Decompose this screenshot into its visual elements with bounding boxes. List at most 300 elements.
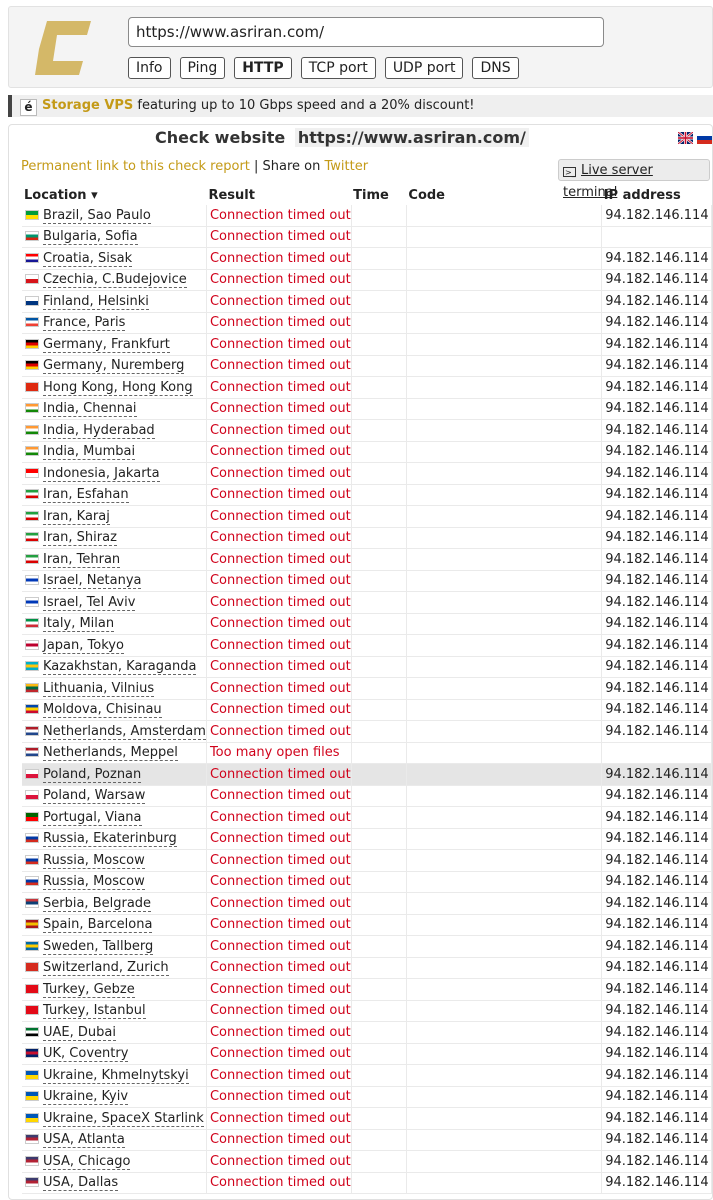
country-flag-icon	[25, 683, 39, 693]
ru-flag-icon[interactable]	[697, 132, 712, 144]
result-cell: Connection timed out	[206, 291, 351, 313]
table-row	[22, 1022, 712, 1044]
results-table	[22, 185, 712, 1194]
time-cell	[351, 850, 406, 872]
location-name[interactable]: Moldova, Chisinau	[43, 702, 162, 718]
location-cell	[22, 914, 206, 936]
table-row	[22, 205, 712, 226]
location-name[interactable]: Israel, Tel Aviv	[43, 594, 136, 610]
country-flag-icon	[25, 704, 39, 714]
location-name[interactable]: Italy, Milan	[43, 616, 115, 632]
ip-cell: 94.182.146.114	[602, 699, 712, 721]
country-flag-icon	[25, 489, 39, 499]
twitter-link[interactable]: Twitter	[324, 159, 369, 174]
location-name[interactable]: Portugal, Viana	[43, 809, 142, 825]
country-flag-icon	[25, 618, 39, 628]
country-flag-icon	[25, 339, 39, 349]
result-cell: Connection timed out	[206, 828, 351, 850]
table-row	[22, 785, 712, 807]
country-flag-icon	[25, 425, 39, 435]
table-row	[22, 893, 712, 915]
location-name[interactable]: Turkey, Istanbul	[43, 1003, 146, 1019]
ip-cell: 94.182.146.114	[602, 463, 712, 485]
location-name[interactable]: Netherlands, Meppel	[43, 745, 178, 761]
location-name[interactable]: Spain, Barcelona	[43, 917, 153, 933]
location-name[interactable]: Israel, Netanya	[43, 573, 142, 589]
country-flag-icon	[25, 1177, 39, 1187]
ip-cell: 94.182.146.114	[602, 1129, 712, 1151]
location-name[interactable]: UK, Coventry	[43, 1046, 129, 1062]
table-row	[22, 742, 712, 764]
location-name[interactable]: France, Paris	[43, 315, 126, 331]
location-name[interactable]: UAE, Dubai	[43, 1024, 116, 1040]
location-name[interactable]: India, Hyderabad	[43, 422, 155, 438]
code-cell	[406, 377, 601, 399]
country-flag-icon	[25, 1156, 39, 1166]
location-cell	[22, 226, 206, 248]
location-name[interactable]: Iran, Tehran	[43, 551, 121, 567]
ip-cell: 94.182.146.114	[602, 635, 712, 657]
country-flag-icon	[25, 640, 39, 650]
location-name[interactable]: Serbia, Belgrade	[43, 895, 152, 911]
location-name[interactable]: Bulgaria, Sofia	[43, 229, 138, 245]
table-header-row	[22, 185, 712, 205]
check-report-panel	[8, 124, 713, 1200]
ip-cell: 94.182.146.114	[602, 613, 712, 635]
location-name[interactable]: Germany, Nuremberg	[43, 358, 185, 374]
location-cell	[22, 506, 206, 528]
code-cell	[406, 764, 601, 786]
location-cell	[22, 613, 206, 635]
country-flag-icon	[25, 253, 39, 263]
location-name[interactable]: USA, Atlanta	[43, 1132, 125, 1148]
result-cell: Connection timed out	[206, 398, 351, 420]
location-cell	[22, 678, 206, 700]
country-flag-icon	[25, 1048, 39, 1058]
location-name[interactable]: Iran, Esfahan	[43, 487, 129, 503]
table-row	[22, 527, 712, 549]
location-cell	[22, 1129, 206, 1151]
table-row	[22, 936, 712, 958]
location-cell	[22, 1172, 206, 1194]
country-flag-icon	[25, 575, 39, 585]
location-name[interactable]: Switzerland, Zurich	[43, 960, 169, 976]
result-cell: Connection timed out	[206, 807, 351, 829]
time-cell	[351, 979, 406, 1001]
country-flag-icon	[25, 726, 39, 736]
ip-cell: 94.182.146.114	[602, 914, 712, 936]
ip-cell: 94.182.146.114	[602, 355, 712, 377]
result-cell: Connection timed out	[206, 592, 351, 614]
location-name[interactable]: Russia, Moscow	[43, 852, 145, 868]
result-cell: Connection timed out	[206, 871, 351, 893]
location-name[interactable]: Lithuania, Vilnius	[43, 680, 155, 696]
location-cell	[22, 979, 206, 1001]
code-cell	[406, 463, 601, 485]
time-cell	[351, 1043, 406, 1065]
location-name[interactable]: India, Mumbai	[43, 444, 136, 460]
time-cell	[351, 441, 406, 463]
ip-cell: 94.182.146.114	[602, 1065, 712, 1087]
location-cell	[22, 936, 206, 958]
country-flag-icon	[25, 962, 39, 972]
location-cell	[22, 312, 206, 334]
time-cell	[351, 592, 406, 614]
location-name[interactable]: Brazil, Sao Paulo	[43, 207, 151, 223]
ip-cell: 94.182.146.114	[602, 420, 712, 442]
result-cell: Connection timed out	[206, 484, 351, 506]
check-type-tabs	[128, 57, 519, 79]
location-name[interactable]: Kazakhstan, Karaganda	[43, 659, 197, 675]
result-cell: Connection timed out	[206, 936, 351, 958]
result-cell: Connection timed out	[206, 1022, 351, 1044]
header-location[interactable]: Location ▾	[24, 187, 98, 203]
code-cell	[406, 979, 601, 1001]
code-cell	[406, 1065, 601, 1087]
table-row	[22, 871, 712, 893]
code-cell	[406, 828, 601, 850]
country-flag-icon	[25, 296, 39, 306]
table-row	[22, 1129, 712, 1151]
time-cell	[351, 1151, 406, 1173]
location-cell	[22, 1065, 206, 1087]
table-row	[22, 828, 712, 850]
location-cell	[22, 334, 206, 356]
ip-cell: 94.182.146.114	[602, 785, 712, 807]
code-cell	[406, 807, 601, 829]
country-flag-icon	[25, 231, 39, 241]
table-row	[22, 269, 712, 291]
country-flag-icon	[25, 210, 39, 220]
code-cell	[406, 484, 601, 506]
ip-cell: 94.182.146.114	[602, 871, 712, 893]
time-cell	[351, 377, 406, 399]
ip-cell: 94.182.146.114	[602, 205, 712, 226]
location-cell	[22, 1000, 206, 1022]
time-cell	[351, 484, 406, 506]
table-row	[22, 678, 712, 700]
result-cell: Connection timed out	[206, 699, 351, 721]
result-cell: Connection timed out	[206, 1086, 351, 1108]
location-cell	[22, 807, 206, 829]
location-cell	[22, 463, 206, 485]
time-cell	[351, 764, 406, 786]
code-cell	[406, 871, 601, 893]
ip-cell: 94.182.146.114	[602, 828, 712, 850]
ip-cell: 94.182.146.114	[602, 1022, 712, 1044]
table-row	[22, 1172, 712, 1194]
ip-cell: 94.182.146.114	[602, 1151, 712, 1173]
terminal-label: Live server terminal	[563, 163, 653, 200]
location-name[interactable]: India, Chennai	[43, 401, 137, 417]
location-cell	[22, 441, 206, 463]
code-cell	[406, 441, 601, 463]
location-name[interactable]: USA, Dallas	[43, 1175, 119, 1191]
location-cell	[22, 549, 206, 571]
location-name[interactable]: Russia, Moscow	[43, 874, 145, 890]
time-cell	[351, 613, 406, 635]
location-cell	[22, 1022, 206, 1044]
result-cell: Connection timed out	[206, 506, 351, 528]
time-cell	[351, 570, 406, 592]
table-row	[22, 291, 712, 313]
result-cell: Connection timed out	[206, 635, 351, 657]
table-row	[22, 377, 712, 399]
time-cell	[351, 742, 406, 764]
time-cell	[351, 1086, 406, 1108]
country-flag-icon	[25, 1091, 39, 1101]
ip-cell: 94.182.146.114	[602, 570, 712, 592]
location-cell	[22, 699, 206, 721]
table-row	[22, 549, 712, 571]
result-cell: Connection timed out	[206, 1129, 351, 1151]
code-cell	[406, 914, 601, 936]
ip-cell: 94.182.146.114	[602, 398, 712, 420]
time-cell	[351, 312, 406, 334]
location-name[interactable]: Ukraine, SpaceX Starlink	[43, 1110, 204, 1126]
code-cell	[406, 613, 601, 635]
ip-cell: 94.182.146.114	[602, 269, 712, 291]
table-row	[22, 1000, 712, 1022]
country-flag-icon	[25, 747, 39, 757]
location-name[interactable]: Sweden, Tallberg	[43, 938, 154, 954]
country-flag-icon	[25, 446, 39, 456]
country-flag-icon	[25, 898, 39, 908]
promo-highlight[interactable]: Storage VPS	[42, 98, 134, 113]
location-name[interactable]: Czechia, C.Budejovice	[43, 272, 187, 288]
header-ip: IP address	[603, 187, 681, 203]
result-cell: Connection timed out	[206, 957, 351, 979]
code-cell	[406, 334, 601, 356]
result-cell: Connection timed out	[206, 377, 351, 399]
code-cell	[406, 1151, 601, 1173]
table-row	[22, 312, 712, 334]
country-flag-icon	[25, 1005, 39, 1015]
result-cell: Connection timed out	[206, 549, 351, 571]
location-name[interactable]: Iran, Karaj	[43, 508, 110, 524]
ip-cell: 94.182.146.114	[602, 1172, 712, 1194]
code-cell	[406, 678, 601, 700]
time-cell	[351, 527, 406, 549]
country-flag-icon	[25, 1134, 39, 1144]
header-time: Time	[353, 187, 389, 203]
table-row	[22, 635, 712, 657]
result-cell: Connection timed out	[206, 1065, 351, 1087]
location-name[interactable]: Turkey, Gebze	[43, 981, 135, 997]
country-flag-icon	[25, 812, 39, 822]
location-name[interactable]: Poland, Warsaw	[43, 788, 146, 804]
ip-cell: 94.182.146.114	[602, 1086, 712, 1108]
location-cell	[22, 850, 206, 872]
time-cell	[351, 957, 406, 979]
table-row	[22, 1151, 712, 1173]
time-cell	[351, 721, 406, 743]
location-name[interactable]: Finland, Helsinki	[43, 293, 149, 309]
table-row	[22, 656, 712, 678]
location-name[interactable]: Russia, Ekaterinburg	[43, 831, 177, 847]
permanent-link[interactable]: Permanent link to this check report	[21, 159, 250, 174]
time-cell	[351, 334, 406, 356]
tab-http[interactable]: HTTP	[234, 57, 291, 79]
location-name[interactable]: Croatia, Sisak	[43, 250, 133, 266]
time-cell	[351, 893, 406, 915]
time-cell	[351, 549, 406, 571]
location-name[interactable]: USA, Chicago	[43, 1153, 131, 1169]
table-row	[22, 248, 712, 270]
code-cell	[406, 248, 601, 270]
location-cell	[22, 355, 206, 377]
time-cell	[351, 1000, 406, 1022]
terminal-icon: >_	[565, 168, 576, 177]
table-row	[22, 355, 712, 377]
location-cell	[22, 484, 206, 506]
code-cell	[406, 1000, 601, 1022]
result-cell: Connection timed out	[206, 721, 351, 743]
time-cell	[351, 1022, 406, 1044]
location-name[interactable]: Germany, Frankfurt	[43, 336, 170, 352]
site-header	[8, 6, 713, 88]
location-name[interactable]: Japan, Tokyo	[43, 637, 124, 653]
language-switcher	[678, 132, 712, 144]
result-cell: Connection timed out	[206, 893, 351, 915]
ip-cell: 94.182.146.114	[602, 312, 712, 334]
header-code: Code	[408, 187, 446, 203]
result-cell: Too many open files	[206, 742, 351, 764]
location-cell	[22, 570, 206, 592]
code-cell	[406, 398, 601, 420]
ip-cell: 94.182.146.114	[602, 248, 712, 270]
result-cell: Connection timed out	[206, 527, 351, 549]
ip-cell: 94.182.146.114	[602, 1043, 712, 1065]
location-cell	[22, 893, 206, 915]
table-row	[22, 764, 712, 786]
country-flag-icon	[25, 769, 39, 779]
location-cell	[22, 871, 206, 893]
code-cell	[406, 742, 601, 764]
time-cell	[351, 678, 406, 700]
code-cell	[406, 355, 601, 377]
location-name[interactable]: Ukraine, Kyiv	[43, 1089, 129, 1105]
code-cell	[406, 957, 601, 979]
table-row	[22, 914, 712, 936]
table-row	[22, 1108, 712, 1130]
promo-text: featuring up to 10 Gbps speed and a 20% discount!	[133, 98, 475, 113]
result-cell: Connection timed out	[206, 850, 351, 872]
country-flag-icon	[25, 1070, 39, 1080]
site-logo[interactable]	[33, 21, 91, 75]
time-cell	[351, 807, 406, 829]
result-cell: Connection timed out	[206, 656, 351, 678]
time-cell	[351, 205, 406, 226]
result-cell: Connection timed out	[206, 785, 351, 807]
code-cell	[406, 721, 601, 743]
table-row	[22, 592, 712, 614]
time-cell	[351, 914, 406, 936]
ip-cell: 94.182.146.114	[602, 656, 712, 678]
time-cell	[351, 248, 406, 270]
share-separator: | Share on	[249, 159, 325, 174]
code-cell	[406, 269, 601, 291]
tab-tcp-port[interactable]: TCP port	[301, 57, 376, 79]
result-cell: Connection timed out	[206, 269, 351, 291]
code-cell	[406, 592, 601, 614]
time-cell	[351, 420, 406, 442]
location-cell	[22, 205, 206, 226]
location-name[interactable]: Poland, Poznan	[43, 766, 142, 782]
ip-cell: 94.182.146.114	[602, 377, 712, 399]
time-cell	[351, 226, 406, 248]
tab-ping[interactable]: Ping	[180, 57, 226, 79]
code-cell	[406, 635, 601, 657]
location-name[interactable]: Netherlands, Amsterdam	[43, 723, 206, 739]
time-cell	[351, 936, 406, 958]
ip-cell: 94.182.146.114	[602, 506, 712, 528]
table-row	[22, 979, 712, 1001]
location-name[interactable]: Indonesia, Jakarta	[43, 465, 160, 481]
time-cell	[351, 656, 406, 678]
country-flag-icon	[25, 317, 39, 327]
tab-udp-port[interactable]: UDP port	[385, 57, 464, 79]
table-row	[22, 334, 712, 356]
table-row	[22, 506, 712, 528]
table-row	[22, 420, 712, 442]
code-cell	[406, 699, 601, 721]
result-cell: Connection timed out	[206, 463, 351, 485]
code-cell	[406, 785, 601, 807]
location-cell	[22, 248, 206, 270]
code-cell	[406, 656, 601, 678]
time-cell	[351, 635, 406, 657]
country-flag-icon	[25, 382, 39, 392]
promo-banner[interactable]	[8, 95, 713, 117]
ip-cell: 94.182.146.114	[602, 334, 712, 356]
time-cell	[351, 1108, 406, 1130]
code-cell	[406, 893, 601, 915]
tab-dns[interactable]: DNS	[472, 57, 518, 79]
country-flag-icon	[25, 403, 39, 413]
table-row	[22, 398, 712, 420]
table-row	[22, 699, 712, 721]
time-cell	[351, 828, 406, 850]
location-cell	[22, 656, 206, 678]
ip-cell: 94.182.146.114	[602, 527, 712, 549]
result-cell: Connection timed out	[206, 441, 351, 463]
table-row	[22, 226, 712, 248]
table-row	[22, 463, 712, 485]
result-cell: Connection timed out	[206, 764, 351, 786]
code-cell	[406, 1172, 601, 1194]
country-flag-icon	[25, 274, 39, 284]
location-cell	[22, 291, 206, 313]
uk-flag-icon[interactable]	[678, 132, 693, 144]
ip-cell: 94.182.146.114	[602, 592, 712, 614]
ip-cell: 94.182.146.114	[602, 1108, 712, 1130]
location-name[interactable]: Hong Kong, Hong Kong	[43, 379, 193, 395]
ip-cell: 94.182.146.114	[602, 721, 712, 743]
url-input[interactable]	[128, 17, 604, 47]
location-name[interactable]: Iran, Shiraz	[43, 530, 117, 546]
time-cell	[351, 871, 406, 893]
tab-info[interactable]: Info	[128, 57, 171, 79]
time-cell	[351, 1172, 406, 1194]
country-flag-icon	[25, 597, 39, 607]
country-flag-icon	[25, 532, 39, 542]
country-flag-icon	[25, 790, 39, 800]
location-cell	[22, 635, 206, 657]
result-cell: Connection timed out	[206, 312, 351, 334]
table-row	[22, 721, 712, 743]
location-name[interactable]: Ukraine, Khmelnytskyi	[43, 1067, 189, 1083]
